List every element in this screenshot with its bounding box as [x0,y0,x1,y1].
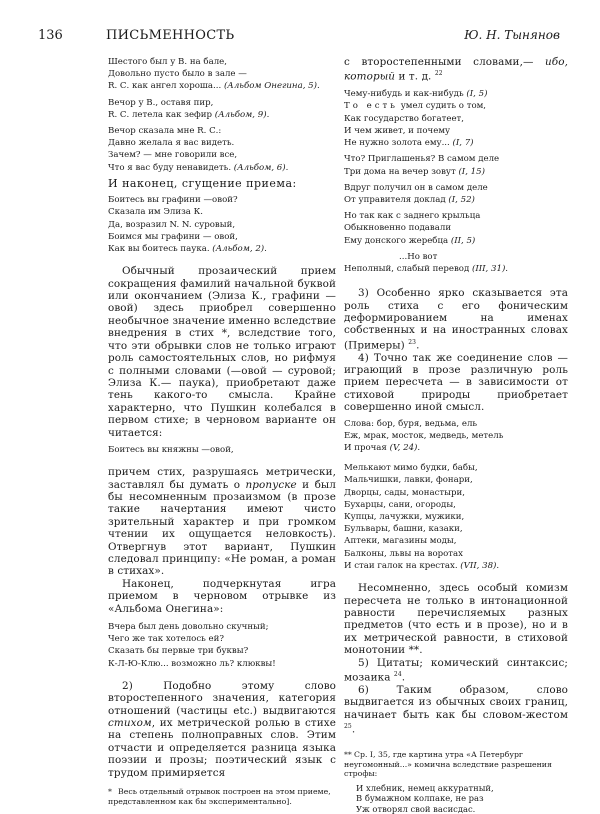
emphasis: пропуске [245,478,297,491]
footnote-mark: ** [344,749,352,759]
note-ref: 25 [344,723,352,731]
page-number: 136 [38,28,63,43]
verse-source: (Альбом, 6). [233,162,289,173]
verse-quote: Вечор у В., оставя пир, R. С. летела как зефир (Альбом, 9). [108,97,270,120]
verse-quote: Боитесь вы княжны —овой, [108,444,234,455]
verse-source: (Альбом, 2). [212,244,267,255]
verse-quote: Вечор сказала мне R. С.: Давно желала я вас видеть. Зачем? — мне говорили все, Что я вас буду ненавидеть. (Альбом, 6). [108,126,289,173]
running-title: ПИСЬМЕННОСТЬ [106,28,235,43]
verse-source: (VII, 38). [460,560,500,571]
body-paragraph: 5) Цитаты; комический синтаксис; мозаика $^{24}$. [344,656,568,684]
lead-in-text: И наконец, сгущение приема: [108,176,297,190]
verse-source: (I, 52) [448,194,475,205]
note-ref: 23 [408,338,417,346]
verse-quote: Слова: бор, буря, ведьма, ель Еж, мрак, мосток, медведь, метель И прочая (V, 24). [344,418,504,454]
verse-source: (V, 24). [389,443,421,454]
verse-source: (I, 7) [452,138,474,149]
body-paragraph: 4) Точно так же соединение слов — играющий в прозе различную роль прием пересчета — в зависимости от стиховой природы приобретает совершенно иной смысл. [344,351,568,414]
verse-quote: Чему-нибудь и как-нибудь (I, 5) То есть умел судить о том, Как государство богатеет, И чем живет, и почему Не нужно золота ему... (I, 7) [344,89,488,149]
footnote: ** Ср. I, 35, где картина утра «А Петербург неугомонный...» комична вследствие разрешения строфы: [344,749,552,779]
verse-source: (II, 5) [450,235,476,246]
left-column [108,56,336,806]
verse-source: (III, 31). [472,263,509,274]
verse-quote: Вдруг получил он в самом деле От управителя доклад (I, 52) [344,182,488,205]
footnote-mark: * [108,787,112,797]
verse-quote: Что? Приглашенья? В самом деле Три дома на вечер зовут (I, 15) [344,154,500,177]
spaced-emphasis: То есть [344,101,398,112]
page-header [38,28,560,48]
body-paragraph: причем стих, разрушаясь метрически, заставлял бы думать о пропуске и был бы несомненным прозаизмом (в прозе такие начертания имеют чисто зрительный характер и при громком чтении их ощущается неловкость). Отвергнув этот вариант, Пушкин следовал принципу: «Не роман, а роман в стихах». [108,466,336,578]
verse-source: (I, 5) [466,89,488,100]
note-ref: 24 [393,670,402,678]
verse-quote: ...Но вот Неполный, слабый перевод (III, 31). [344,251,509,274]
verse-quote: Мелькают мимо будки, бабы, Мальчишки, лавки, фонари, Дворцы, сады, монастыри, Бухарцы, сани, огороды, Купцы, лачужки, мужики, Бульвары, башни, казаки, Аптеки, магазины моды, Балконы, львы на воротах И стаи галок на крестах. (VII, 38). [344,463,500,571]
body-paragraph: 6) Таким образом, слово выдвигается из обычных своих границ, начинает быть как бы словом-жестом $^{25}$. [344,683,568,736]
verse-quote: Но так как с заднего крыльца Обыкновенно подавали Ему донского жеребца (II, 5) [344,211,481,246]
verse-quote: Шестого был у В. на бале, Довольно пусто было в зале — R. С. как ангел хороша... (Альбом Онегина, 5). [108,57,320,92]
verse-source: (Альбом Онегина, 5). [223,81,320,92]
verse-quote: Боитесь вы графини —овой? Сказала им Элиза К. Да, возразил N. N. суровый, Боимся мы графини — овой, Как вы боитесь паука. (Альбом, 2). [108,195,267,255]
verse-quote: Вчера был день довольно скучный; Чего же так хотелось ей? Сказать бы первые три буквы? К-Л-Ю-Клю... возможно ль? клюквы! [108,622,276,669]
footnote: * Весь отдельный отрывок построен на этом приеме, представленном как бы экспериментально]. [108,787,331,806]
emphasis: стихом [108,717,152,730]
body-paragraph: Обычный прозаический прием сокращения фамилий начальной буквой или окончанием (Элиза К., графини —овой) здесь приобрел совершенно необычное значение именно вследствие внедрения в стих *, вследствие того, что эти обрывки слов не только играют роль самостоятельных слов, но рифмуя с полными словами (—овой — суровой; Элиза К.— паука), приобретают даже тень какого-то смысла. Крайне характерно, что Пушкин колебался в первом стихе; в черновом варианте он читается: [108,265,336,439]
body-paragraph: Несомненно, здесь особый комизм пересчета не только в интонационной равности перечисляемых разных предметов (что есть и в прозе), но и в их метрической равности, в стиховой монотонии **. [344,582,568,657]
body-paragraph: 2) Подобно этому слово второстепенного значения, категория отношений (частицы etc.) выдвигаются стихом, их метрической ролью в стихе на степень полноправных слов. Этим отчасти и определяется разница языка поэзии и прозы; поэтический язык с трудом примиряется [108,679,336,779]
right-column [344,56,568,814]
note-ref: 22 [434,70,443,78]
body-paragraph: 3) Особенно ярко сказывается эта роль стиха с его фоническим деформированием на именах собственных и на иностранных словах (Примеры) $^{23}$. [344,287,568,352]
body-paragraph: с второстепенными словами,— ибо, который и т. д. $^{22}$ [344,56,568,83]
footnote-verse: И хлебник, немец аккуратный, В бумажном колпаке, не раз Уж отворял свой васисдас. [356,782,494,814]
running-author: Ю. Н. Тынянов [464,28,560,42]
emphasis: ибо, который [344,56,568,83]
verse-source: (Альбом, 9). [214,109,270,120]
body-paragraph: Наконец, подчеркнутая игра приемом в черновом отрывке из «Альбома Онегина»: [108,577,336,615]
verse-source: (I, 15) [458,166,485,177]
